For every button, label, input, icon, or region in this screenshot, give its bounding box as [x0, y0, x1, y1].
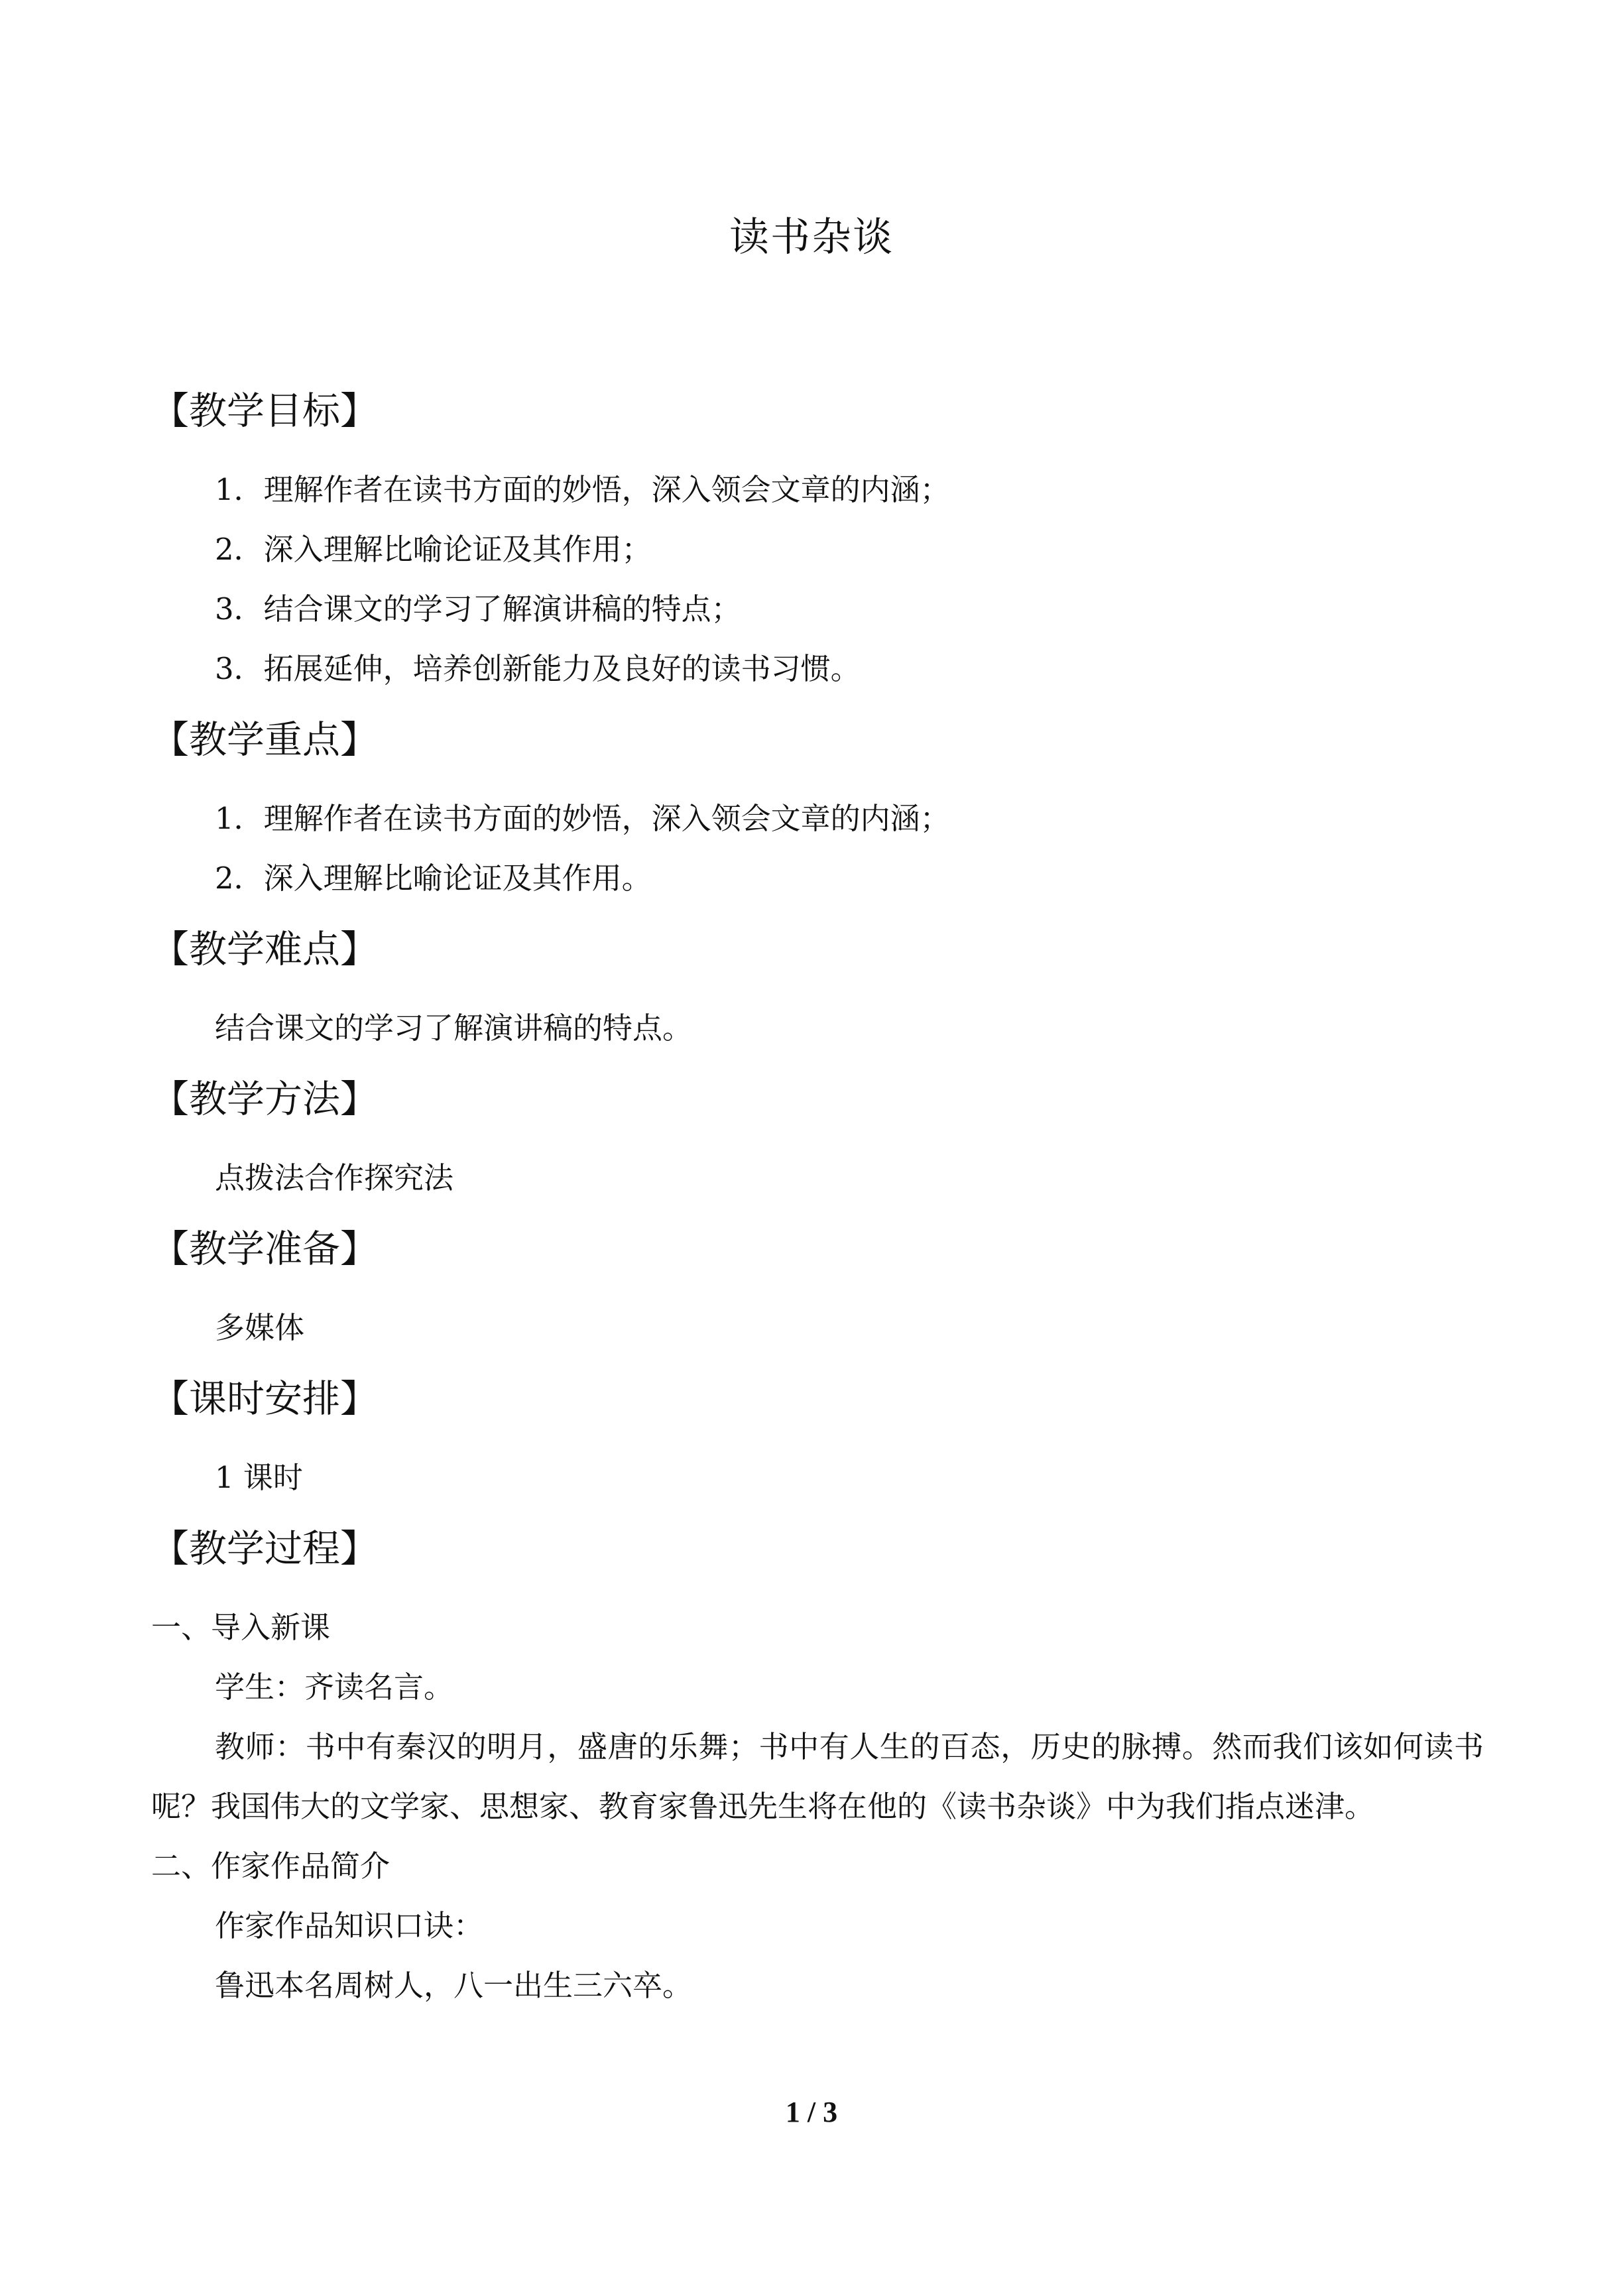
difficulty-item-1: 结合课文的学习了解演讲稿的特点。	[215, 1010, 693, 1046]
process-part1-teacher: 教师：书中有秦汉的明月，盛唐的乐舞；书中有人生的百态，历史的脉搏。然而我们该如何读书呢？我国伟大的文学家、思想家、教育家鲁迅先生将在他的《读书杂谈》中为我们指点迷津。	[151, 1729, 1484, 1824]
document-title: 读书杂谈	[729, 214, 894, 261]
process-part1-title: 一、导入新课	[151, 1610, 331, 1645]
key-point-item-1: 1．理解作者在读书方面的妙悟，深入领会文章的内涵；	[215, 801, 950, 836]
section-heading-methods: 【教学方法】	[151, 1077, 378, 1121]
section-heading-objectives: 【教学目标】	[151, 389, 378, 433]
section-heading-difficulties: 【教学难点】	[151, 928, 378, 971]
method-item-1: 点拨法合作探究法	[215, 1160, 454, 1195]
section-heading-process: 【教学过程】	[151, 1527, 378, 1571]
preparation-item-1: 多媒体	[215, 1310, 305, 1345]
objective-item-4: 3．拓展延伸，培养创新能力及良好的读书习惯。	[215, 651, 861, 686]
objective-item-3: 3．结合课文的学习了解演讲稿的特点；	[215, 591, 741, 627]
process-part2-line2: 鲁迅本名周树人，八一出生三六卒。	[215, 1968, 693, 2003]
objective-item-1: 1．理解作者在读书方面的妙悟，深入领会文章的内涵；	[215, 472, 950, 507]
objective-item-2: 2．深入理解比喻论证及其作用；	[215, 532, 652, 567]
section-heading-key-points: 【教学重点】	[151, 718, 378, 762]
schedule-item-1: 1 课时	[215, 1460, 303, 1495]
page-number: 1 / 3	[785, 2096, 838, 2128]
key-point-item-2: 2．深入理解比喻论证及其作用。	[215, 861, 652, 896]
process-part2-line1: 作家作品知识口诀：	[215, 1908, 484, 1943]
document-body	[151, 385, 1484, 2016]
section-heading-preparation: 【教学准备】	[151, 1227, 378, 1271]
process-part2-title: 二、作家作品简介	[151, 1848, 391, 1884]
process-part1-student: 学生：齐读名言。	[215, 1669, 454, 1705]
section-heading-schedule: 【课时安排】	[151, 1377, 378, 1421]
